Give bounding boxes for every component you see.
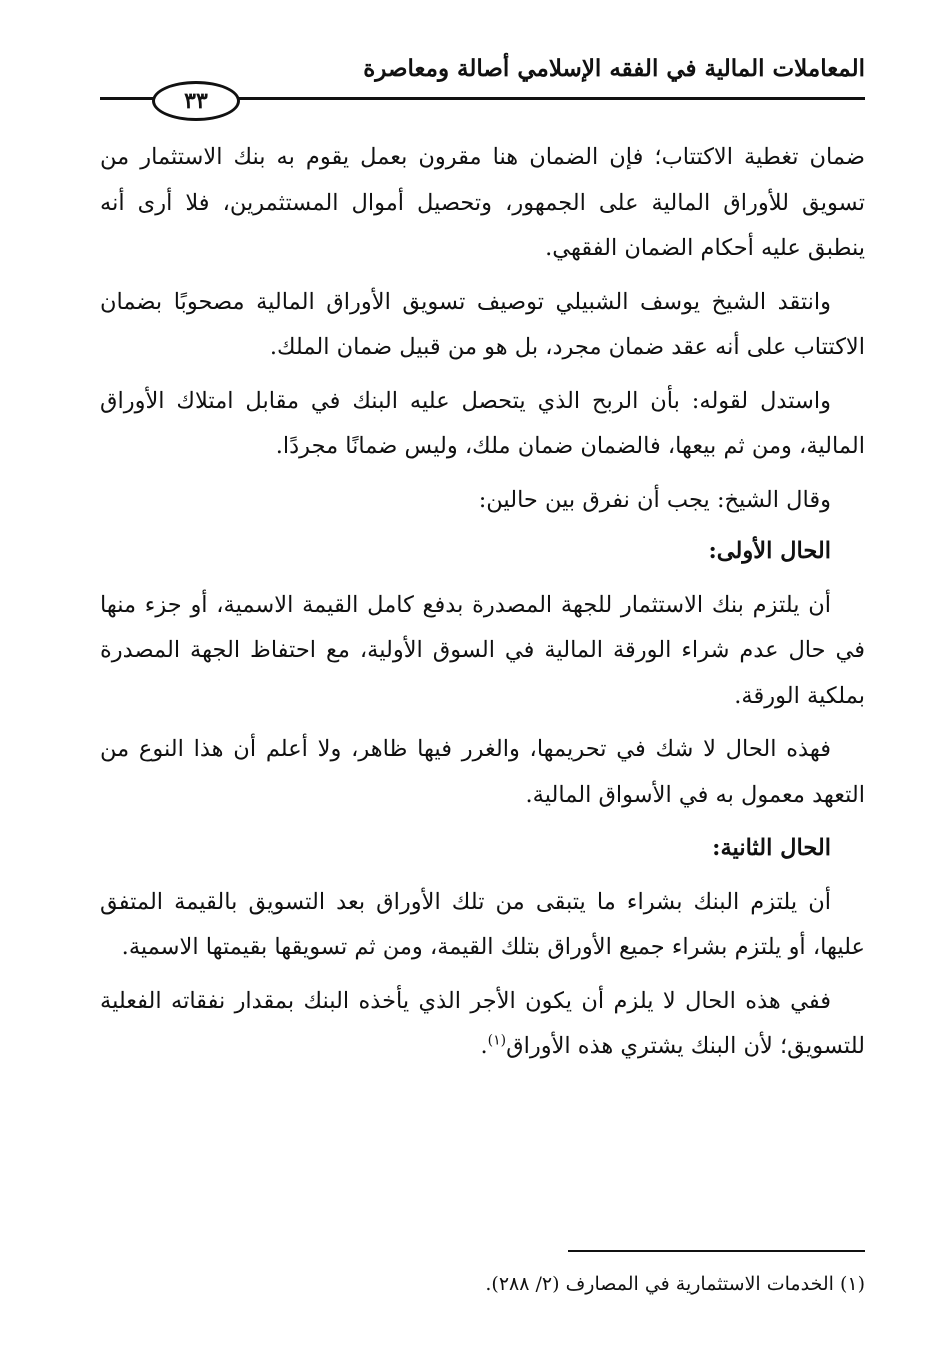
subheading-second-case: الحال الثانية: (712, 835, 831, 861)
paragraph-4: وقال الشيخ: يجب أن نفرق بين حالين: (478, 486, 831, 513)
page-number: ٣٣ (152, 81, 240, 121)
paragraph-2: وانتقد الشيخ يوسف الشبيلي توصيف تسويق الأوراق المالية مصحوبًا بضمان الاكتتاب على أنه عقد ضمان مجرد، بل هو من قبيل ضمان الملك. (100, 288, 865, 360)
paragraph-3: واستدل لقوله: بأن الربح الذي يتحصل عليه البنك في مقابل امتلاك الأوراق المالية، ومن ثم بيعها، فالضمان ضمان ملك، وليس ضمانًا مجردًا. (100, 387, 865, 459)
paragraph-6: فهذه الحال لا شك في تحريمها، والغرر فيها ظاهر، ولا أعلم أن هذا النوع من التعهد معمول به في الأسواق المالية. (100, 736, 865, 808)
footnote-separator (568, 1250, 865, 1252)
footnote-reference: (١) (487, 1032, 507, 1049)
paragraph-5: أن يلتزم بنك الاستثمار للجهة المصدرة بدفع كامل القيمة الاسمية، أو جزء منها في حال عدم شراء الورقة المالية في السوق الأولية، مع احتفاظ الجهة المصدرة بملكية الورقة. (100, 591, 865, 709)
paragraph-8 (100, 979, 865, 1070)
paragraph-7: أن يلتزم البنك بشراء ما يتبقى من تلك الأوراق بعد التسويق بالقيمة المتفق عليها، أو يلتزم بشراء جميع الأوراق بتلك القيمة، ومن ثم تسويقها بقيمتها الاسمية. (100, 888, 865, 960)
paragraph-8-text: ففي هذه الحال لا يلزم أن يكون الأجر الذي يأخذه البنك بمقدار نفقاته الفعلية للتسويق؛ لأن البنك يشتري هذه الأوراق (100, 987, 865, 1059)
running-title: المعاملات المالية في الفقه الإسلامي أصالة ومعاصرة (363, 55, 865, 82)
paragraph-1: ضمان تغطية الاكتتاب؛ فإن الضمان هنا مقرون بعمل يقوم به بنك الاستثمار من تسويق للأوراق المالية على الجمهور، وتحصيل أموال المستثمرين، فلا أرى أنه ينطبق عليه أحكام الضمان الفقهي. (100, 144, 865, 261)
page-body (100, 135, 865, 1078)
paragraph-8-end: . (480, 1033, 488, 1059)
footnote-1: (١) الخدمات الاستثمارية في المصارف (٢/ ٢٨٨). (485, 1273, 865, 1295)
subheading-first-case: الحال الأولى: (708, 538, 831, 564)
